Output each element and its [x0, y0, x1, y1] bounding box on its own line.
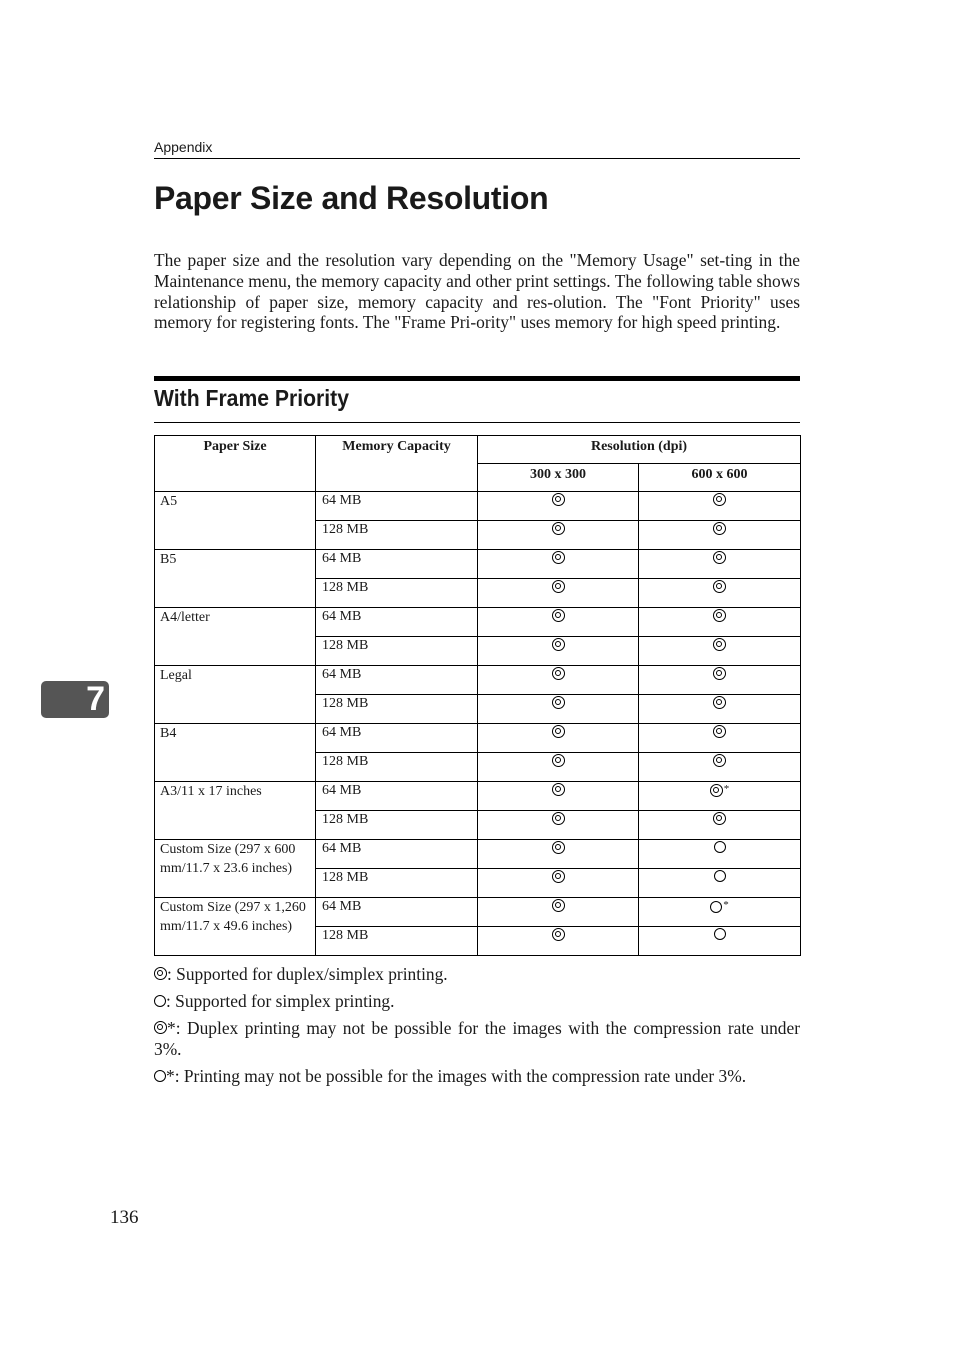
- res-600-cell: [639, 608, 801, 637]
- legend-item: [154, 1066, 800, 1087]
- header-paper-size: Paper Size: [155, 436, 316, 492]
- res-300-cell: [478, 666, 639, 695]
- double-circle-icon: [713, 812, 726, 825]
- intro-paragraph: The paper size and the resolution vary depending on the "Memory Usage" set-ting in the Maintenance menu, the memory capacity and other print settings. The following table shows relationship of paper size, memory capacity and res-olution. The "Font Priority" uses memory for registering fonts. The "Frame Pri-ority" uses memory for high speed printing.: [154, 250, 800, 333]
- double-circle-icon: [154, 1021, 167, 1034]
- footnote-mark: *: [723, 783, 730, 795]
- memory-cell: 64 MB: [316, 550, 478, 579]
- res-300-cell: [478, 753, 639, 782]
- res-300-cell: [478, 521, 639, 550]
- double-circle-icon: [552, 754, 565, 767]
- res-300-cell: [478, 695, 639, 724]
- double-circle-icon: [552, 696, 565, 709]
- double-circle-icon: [552, 493, 565, 506]
- running-header: Appendix: [154, 139, 213, 155]
- header-res-300: 300 x 300: [478, 464, 639, 492]
- section-rule: [154, 422, 800, 423]
- table-row: [155, 782, 801, 811]
- res-600-cell: [639, 753, 801, 782]
- page-title: Paper Size and Resolution: [154, 180, 549, 216]
- double-circle-icon: [552, 928, 565, 941]
- memory-cell: 128 MB: [316, 521, 478, 550]
- res-300-cell: [478, 927, 639, 956]
- double-circle-icon: [713, 725, 726, 738]
- paper-size-cell: A5: [155, 492, 316, 550]
- legend-text: : Duplex printing may not be possible for the images with the compression rate under 3%.: [154, 1018, 800, 1059]
- circle-icon: [714, 870, 726, 882]
- res-300-cell: [478, 869, 639, 898]
- res-600-cell: [639, 898, 801, 927]
- res-300-cell: [478, 550, 639, 579]
- table-row: [155, 492, 801, 521]
- double-circle-icon: [552, 783, 565, 796]
- res-600-cell: [639, 782, 801, 811]
- memory-cell: 128 MB: [316, 753, 478, 782]
- res-600-cell: [639, 927, 801, 956]
- paper-size-cell: Legal: [155, 666, 316, 724]
- double-circle-icon: [552, 841, 565, 854]
- circle-icon: [714, 928, 726, 940]
- res-600-cell: [639, 695, 801, 724]
- double-circle-icon: [552, 551, 565, 564]
- res-600-cell: [639, 666, 801, 695]
- double-circle-icon: [552, 870, 565, 883]
- legend-text: : Supported for simplex printing.: [166, 991, 395, 1011]
- memory-cell: 64 MB: [316, 782, 478, 811]
- double-circle-icon: [713, 580, 726, 593]
- double-circle-icon: [552, 522, 565, 535]
- res-600-cell: [639, 869, 801, 898]
- res-300-cell: [478, 492, 639, 521]
- memory-cell: 128 MB: [316, 927, 478, 956]
- res-300-cell: [478, 811, 639, 840]
- header-memory-capacity: Memory Capacity: [316, 436, 478, 492]
- double-circle-icon: [713, 551, 726, 564]
- legend-text: : Supported for duplex/simplex printing.: [167, 964, 448, 984]
- double-circle-icon: [552, 725, 565, 738]
- table-row: [155, 550, 801, 579]
- memory-cell: 64 MB: [316, 492, 478, 521]
- res-300-cell: [478, 782, 639, 811]
- res-300-cell: [478, 579, 639, 608]
- double-circle-icon: [552, 609, 565, 622]
- header-res-600: 600 x 600: [639, 464, 801, 492]
- memory-cell: 64 MB: [316, 840, 478, 869]
- chapter-tab: 7: [41, 681, 109, 718]
- memory-cell: 128 MB: [316, 579, 478, 608]
- double-circle-icon: [713, 638, 726, 651]
- legend-item: [154, 1018, 800, 1060]
- paper-size-cell: A3/11 x 17 inches: [155, 782, 316, 840]
- res-600-cell: [639, 840, 801, 869]
- memory-cell: 128 MB: [316, 869, 478, 898]
- memory-cell: 64 MB: [316, 666, 478, 695]
- paper-size-cell: Custom Size (297 x 600 mm/11.7 x 23.6 inches): [155, 840, 316, 898]
- section-bar: [154, 376, 800, 381]
- table-row: [155, 666, 801, 695]
- double-circle-icon: [552, 812, 565, 825]
- double-circle-icon: [713, 667, 726, 680]
- table-row: [155, 724, 801, 753]
- page-number: 136: [110, 1207, 139, 1228]
- double-circle-icon: [552, 580, 565, 593]
- memory-cell: 64 MB: [316, 898, 478, 927]
- table-body: [155, 492, 801, 956]
- double-circle-icon: [713, 696, 726, 709]
- res-300-cell: [478, 898, 639, 927]
- table-row: [155, 898, 801, 927]
- circle-icon: [714, 841, 726, 853]
- res-300-cell: [478, 724, 639, 753]
- res-300-cell: [478, 840, 639, 869]
- double-circle-icon: [710, 784, 723, 797]
- table-row: [155, 840, 801, 869]
- circle-icon: [154, 995, 166, 1007]
- double-circle-icon: [552, 899, 565, 912]
- memory-cell: 128 MB: [316, 811, 478, 840]
- paper-size-cell: B5: [155, 550, 316, 608]
- legend-text: : Printing may not be possible for the images with the compression rate under 3%.: [174, 1066, 747, 1086]
- res-600-cell: [639, 521, 801, 550]
- header-rule: [154, 158, 800, 159]
- paper-size-cell: A4/letter: [155, 608, 316, 666]
- res-300-cell: [478, 637, 639, 666]
- res-600-cell: [639, 724, 801, 753]
- footnote-mark: *: [723, 899, 729, 911]
- memory-cell: 64 MB: [316, 724, 478, 753]
- table-row: [155, 608, 801, 637]
- double-circle-icon: [713, 522, 726, 535]
- circle-icon: [154, 1070, 166, 1082]
- double-circle-icon: [154, 967, 167, 980]
- header-resolution: Resolution (dpi): [478, 436, 801, 464]
- res-600-cell: [639, 579, 801, 608]
- res-600-cell: [639, 637, 801, 666]
- legend-mark: *: [166, 1066, 175, 1086]
- paper-size-cell: B4: [155, 724, 316, 782]
- double-circle-icon: [552, 667, 565, 680]
- resolution-table: [154, 435, 801, 956]
- res-300-cell: [478, 608, 639, 637]
- double-circle-icon: [552, 638, 565, 651]
- double-circle-icon: [713, 754, 726, 767]
- memory-cell: 128 MB: [316, 695, 478, 724]
- res-600-cell: [639, 550, 801, 579]
- circle-icon: [710, 901, 722, 913]
- section-title: With Frame Priority: [154, 385, 349, 411]
- res-600-cell: [639, 811, 801, 840]
- res-600-cell: [639, 492, 801, 521]
- legend-item: [154, 964, 800, 985]
- legend-item: [154, 991, 800, 1012]
- legend-mark: *: [167, 1018, 176, 1038]
- double-circle-icon: [713, 609, 726, 622]
- double-circle-icon: [713, 493, 726, 506]
- memory-cell: 128 MB: [316, 637, 478, 666]
- paper-size-cell: Custom Size (297 x 1,260 mm/11.7 x 49.6 inches): [155, 898, 316, 956]
- memory-cell: 64 MB: [316, 608, 478, 637]
